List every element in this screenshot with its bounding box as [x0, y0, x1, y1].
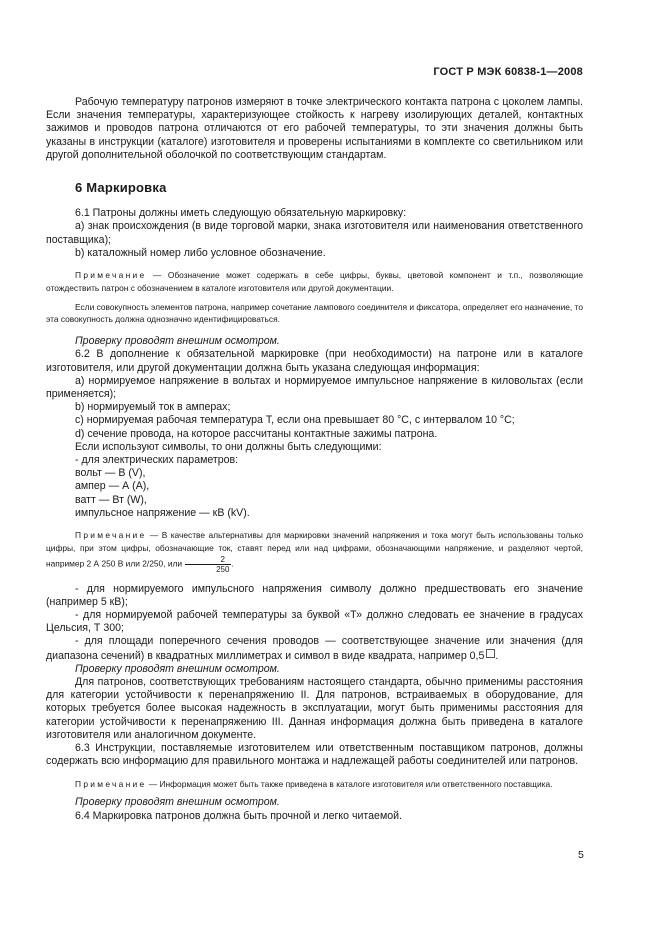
- symbol-ampere: ампер — А (А),: [75, 480, 150, 493]
- current-voltage-fraction: [185, 554, 234, 574]
- symbols-intro: Если используют символы, то они должны быть следующими:: [75, 440, 382, 453]
- intro-paragraph: Рабочую температуру патронов измеряют в точке электрического контакта патрона с цоколем лампы. Если значения температуры, характеризующее стойкость к нагреву изолирующих деталей, контактных зажимов и проводов патрона отличаются от его рабочей температуры, то эти значения должны быть указаны в инструкции (каталоге) изготовителя и проверены испытаниями в комплекте со светильником или другой дополнительной оболочкой по соответствующим стандартам.: [46, 96, 583, 161]
- clause-6-1: 6.1 Патроны должны иметь следующую обязательную маркировку:: [75, 207, 407, 220]
- fraction-denominator: 250: [185, 564, 231, 574]
- note-2-label: Примечание: [75, 530, 147, 541]
- check-statement-3: Проверку проводят внешним осмотром.: [75, 796, 280, 809]
- page-number: 5: [578, 849, 584, 861]
- clause-6-3: 6.3 Инструкции, поставляемые изготовителем или ответственным поставщиком патронов, должны содержать всю информацию для правильного монтажа и надлежащей работы соединителей или патронов.: [46, 742, 583, 768]
- clause-6-2-b: b) нормируемый ток в амперах;: [75, 401, 231, 414]
- symbol-watt: ватт — Вт (W),: [75, 493, 147, 506]
- clause-6-2: 6.2 В дополнение к обязательной маркировке (при необходимости) на патроне или в каталоге изготовителя, или другой документации должна быть указана следующая информация:: [46, 348, 583, 374]
- note-1-text: — Обозначение может содержать в себе цифры, буквы, цветовой компонент и т.п., позволяющие отождествить патрон с обозначением в каталоге изготовителя или другой документации.: [46, 270, 583, 293]
- impulse-voltage-rule: - для нормируемого импульсного напряжения символу должно предшествовать его значение (например 5 кВ);: [46, 582, 583, 608]
- overvoltage-category-paragraph: Для патронов, соответствующих требованиям настоящего стандарта, обычно применимы расстояния для категории устойчивости к перенапряжению II. Для патронов, встраиваемых в оборудование, для которых требуется более высокая надежность в эксплуатации, могут быть применимы расстояния для категории устойчивости к перенапряжению III. Данная информация должна быть приведена в каталоге изготовителя или аналогичном документе.: [46, 676, 583, 741]
- cross-section-rule: [46, 635, 583, 662]
- fraction-period: .: [231, 558, 234, 569]
- note-1-label: Примечание: [75, 270, 147, 281]
- cross-section-text: - для площади поперечного сечения проводов — соответствующее значение или значения (для диапазона сечений) в квадратных миллиметрах и символ в виде квадрата, например 0,5: [46, 635, 583, 662]
- symbol-volt: вольт — В (V),: [75, 467, 146, 480]
- clause-6-2-c: c) нормируемая рабочая температура Т, если она превышает 80 °С, с интервалом 10 °С;: [75, 414, 515, 427]
- note-2: [46, 529, 583, 574]
- symbol-kilovolt: импульсное напряжение — кВ (kV).: [75, 506, 250, 519]
- note-2-text: — В качестве альтернативы для маркировки значений напряжения и тока могут быть использованы только цифры, при этом цифры, обозначающие ток, ставят перед или над цифрами, обозначающими напряжение, и разделяют чертой, например 2 А 250 В или 2/250, или: [46, 530, 583, 569]
- document-code: ГОСТ Р МЭК 60838-1—2008: [433, 66, 583, 78]
- section-title: 6 Маркировка: [75, 180, 167, 196]
- fraction-numerator: 2: [220, 554, 225, 564]
- note-3-text: — Информация может быть также приведена в каталоге изготовителя или ответственного поставщика.: [146, 778, 553, 789]
- note-3-label: Примечание: [75, 778, 147, 789]
- page-content: [46, 96, 583, 823]
- symbols-electrical: - для электрических параметров:: [75, 454, 239, 467]
- clause-6-2-a: а) нормируемое напряжение в вольтах и нормируемое импульсное напряжение в киловольтах (если применяется);: [46, 374, 583, 401]
- clause-6-4: 6.4 Маркировка патронов должна быть прочной и легко читаемой.: [75, 809, 402, 822]
- note-3: [46, 778, 583, 791]
- clause-6-2-d: d) сечение провода, на которое рассчитаны контактные зажимы патрона.: [75, 427, 438, 440]
- cross-section-period: .: [495, 649, 499, 662]
- check-statement-2: Проверку проводят внешним осмотром.: [75, 662, 280, 675]
- clause-6-1-b: b) каталожный номер либо условное обозначение.: [75, 246, 326, 259]
- check-statement-1: Проверку проводят внешним осмотром.: [75, 335, 280, 348]
- note-1: [46, 269, 583, 295]
- note-1-continuation: Если совокупность элементов патрона, например сочетание лампового соединителя и фиксатора, определяет его назначение, то эта совокупность должна однозначно идентифицироваться.: [46, 301, 583, 325]
- temperature-rule: - для нормируемой рабочей температуры за буквой «Т» должно следовать ее значение в градусах Цельсия, Т 300;: [46, 609, 583, 635]
- clause-6-1-a: а) знак происхождения (в виде торговой марки, знака изготовителя или наименования ответственного поставщика);: [46, 220, 583, 246]
